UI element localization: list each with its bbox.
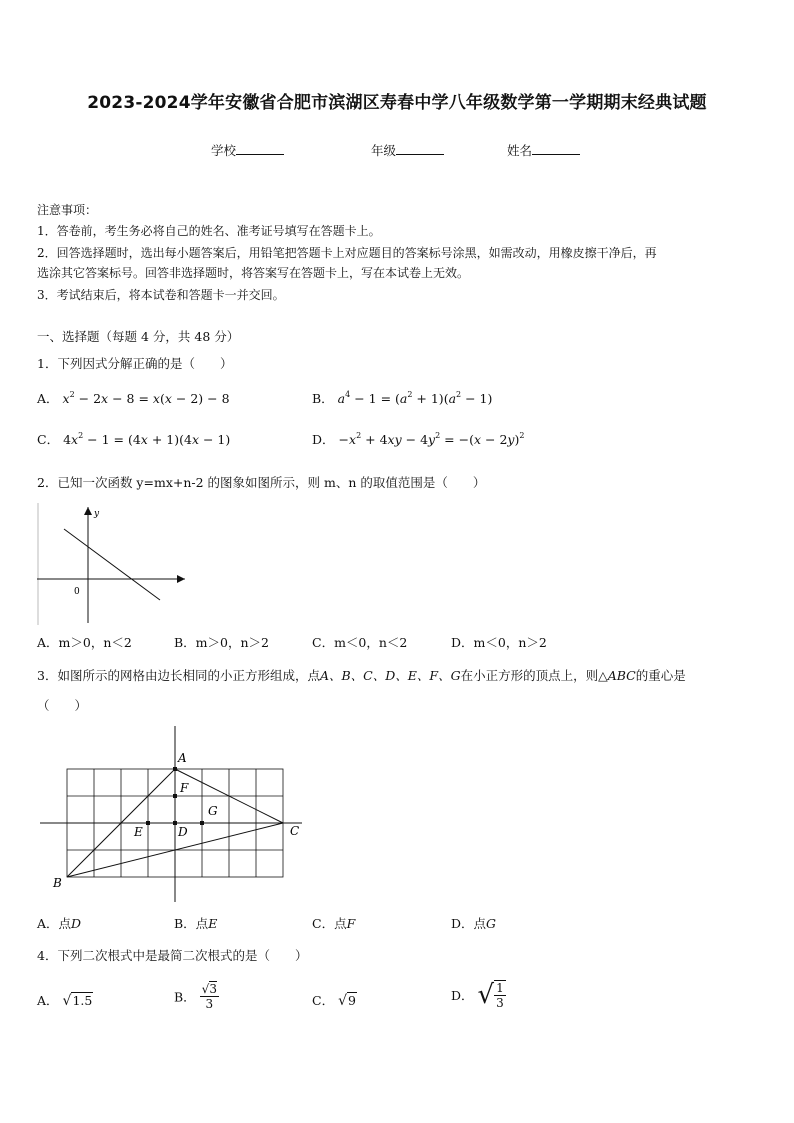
q3-label-c: C [290,824,300,838]
q2-y-label: y [94,509,100,519]
name-label: 姓名 [507,143,533,158]
q4-option-d-label: D． [451,988,474,1003]
school-field [211,140,284,159]
q3-label-g: G [208,804,218,818]
q3-option-a-label: A．点 [37,916,72,931]
q3-stem-part-c: 的重心是 [635,668,686,683]
q1-option-b [312,389,492,407]
page-title: 2023-2024学年安徽省合肥市滨湖区寿春中学八年级数学第一学期期末经典试题 [87,93,707,113]
q3-label-b: B [53,876,62,890]
q4-option-d-numerator: 1 [496,981,504,995]
q2-option-b: B．m＞0，n＞2 [174,635,269,650]
grade-field [371,140,444,159]
section-heading: 一、选择题（每题 4 分，共 48 分） [37,329,240,344]
q4-option-b-fraction: $\frac{√3}{3}$ [201,982,217,1011]
q1-option-a [37,389,230,407]
q4-option-b-denominator: 3 [205,997,214,1011]
q2-origin-label: 0 [74,587,80,597]
grade-label: 年级 [371,143,397,158]
q4-stem: 4．下列二次根式中是最简二次根式的是（ ） [37,948,308,963]
q4-option-c [312,991,357,1009]
q4-option-d-denominator: 3 [496,996,504,1010]
q4-option-d-radical: √ $\frac{1}{3}$ [477,980,504,1010]
q1-option-c [37,430,230,448]
q3-stem-part-b: 在小正方形的顶点上，则△ [460,668,608,683]
q3-option-c [312,914,355,932]
q4-option-a [37,991,93,1009]
q1-option-d-expr: $-x^2 + 4xy - 4y^2 = -(x - 2y)^2$ [338,431,525,447]
note-2b: 选涂其它答案标号。回答非选择题时，将答案写在答题卡上，写在本试卷上无效。 [37,266,470,280]
q3-stem-triangle: ABC [607,668,636,683]
q3-stem-part-a: 3．如图所示的网格由边长相同的小正方形组成，点 [37,668,320,683]
q1-option-b-expr: $a^4 - 1 = (a^2 + 1)(a^2 - 1)$ [337,390,493,406]
q1-option-a-expr: $x^2 - 2x - 8 = x(x - 2) - 8$ [62,390,230,406]
q4-option-c-label: C． [312,993,335,1008]
q3-label-a: A [178,751,187,765]
grade-blank [396,143,444,155]
q4-option-c-radical: √9 [338,993,356,1009]
q4-option-a-label: A． [37,993,59,1008]
q4-option-a-radical: √1.5 [62,993,93,1009]
name-blank [532,143,580,155]
q2-y-arrow [84,507,92,515]
q3-option-d [451,914,496,932]
q2-option-d: D．m＜0，n＞2 [451,635,547,650]
q3-stem-paren: （ ） [37,698,88,713]
notes-heading: 注意事项： [37,203,98,217]
name-field [507,140,580,159]
q3-label-f: F [180,781,189,795]
q3-option-d-label: D．点 [451,916,487,931]
q3-label-e: E [134,825,143,839]
q1-option-a-label: A． [37,391,59,406]
q1-option-c-label: C． [37,432,60,447]
note-3: 3．考试结束后，将本试卷和答题卡一并交回。 [37,288,285,302]
q3-option-c-point: F [346,916,356,931]
q3-option-c-label: C．点 [312,916,347,931]
q1-option-d [312,430,524,448]
q4-option-d [451,980,506,1010]
q1-option-d-label: D． [312,432,335,447]
q4-option-b-radicand: 3 [209,982,217,996]
q2-x-arrow [177,575,185,583]
q2-stem: 2．已知一次函数 y=mx+n-2 的图象如图所示，则 m、n 的取值范围是（ ） [37,475,486,490]
q3-label-d: D [178,825,188,839]
note-1: 1．答卷前，考生务必将自己的姓名、准考证号填写在答题卡上。 [37,224,381,238]
q3-grid-figure [40,722,330,904]
q3-option-d-point: G [486,916,497,931]
q1-stem: 1．下列因式分解正确的是（ ） [37,356,233,371]
q3-option-b-label: B．点 [174,916,209,931]
q3-stem [37,666,686,684]
note-2a: 2．回答选择题时，选出每小题答案后，用铅笔把答题卡上对应题目的答案标号涂黑，如需改动，用橡皮擦干净后，再 [37,246,657,260]
q3-option-b [174,914,217,932]
q3-option-a [37,914,81,932]
q2-option-a: A．m＞0，n＜2 [37,635,132,650]
q4-option-c-radicand: 9 [347,993,356,1008]
q3-option-b-point: E [208,916,218,931]
q2-graph [37,503,187,625]
q1-option-b-label: B． [312,391,334,406]
school-blank [236,143,284,155]
school-label: 学校 [211,143,237,158]
q4-option-a-radicand: 1.5 [72,993,93,1008]
q4-option-b [174,982,219,1011]
q1-option-c-expr: $4x^2 - 1 = (4x + 1)(4x - 1)$ [63,431,231,447]
q4-option-b-label: B． [174,989,196,1005]
q3-option-a-point: D [71,916,82,931]
q3-stem-points: A、B、C、D、E、F、G [319,668,461,683]
q2-option-c: C．m＜0，n＜2 [312,635,408,650]
